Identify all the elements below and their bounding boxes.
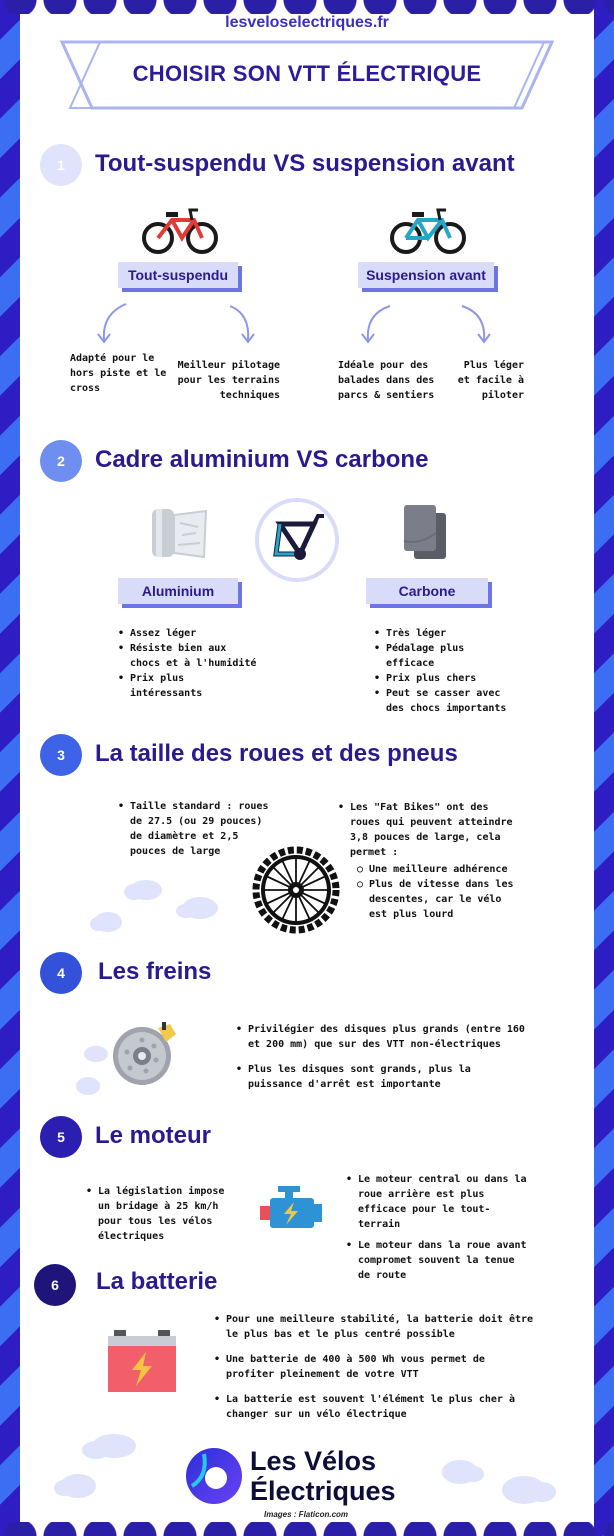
- battery-icon: [106, 1328, 178, 1394]
- label-full-suspension: Tout-suspendu: [118, 262, 238, 288]
- list-item: • Prix plus chers: [374, 671, 514, 686]
- carbon-sheet-icon: [400, 503, 450, 561]
- list-item: ○ Plus de vitesse dans les descentes, car le vélo est plus lourd: [357, 877, 517, 922]
- image-credit: Images : Flaticon.com: [264, 1510, 349, 1519]
- left-border: [0, 0, 20, 1536]
- banner-title: CHOISIR SON VTT ÉLECTRIQUE: [132, 61, 482, 86]
- aluminium-list: [118, 626, 258, 701]
- section-title: Cadre aluminium VS carbone: [95, 446, 429, 473]
- section-number: 1: [40, 144, 82, 186]
- list-item: • Le moteur dans la roue avant compromet souvent la tenue de route: [346, 1238, 528, 1283]
- list-item: • La batterie est souvent l'élément le plus cher à changer sur un vélo électrique: [214, 1392, 534, 1422]
- bottom-scallop-border: [0, 1522, 614, 1536]
- aluminium-foil-icon: [148, 505, 210, 561]
- list-item: • Le moteur central ou dans la roue arrière est plus efficace pour le tout-terrain: [346, 1172, 528, 1232]
- label-carbone: Carbone: [366, 578, 488, 604]
- cloud-decoration: [76, 1042, 126, 1102]
- list-item: • Résiste bien aux chocs et à l'humidité: [118, 641, 258, 671]
- list-item: • La législation impose un bridage à 25 km/h pour tous les vélos électriques: [86, 1184, 226, 1244]
- curved-arrows: [90, 300, 530, 348]
- motor-list: [346, 1172, 528, 1283]
- list-item: • Taille standard : roues de 27.5 (ou 29 pouces) de diamètre et 2,5 pouces de large: [118, 799, 280, 859]
- section-title: La batterie: [96, 1268, 218, 1295]
- section-number: 3: [40, 734, 82, 776]
- list-item: • Privilégier des disques plus grands (entre 160 et 200 mm) que sur des VTT non-électriques: [236, 1022, 526, 1052]
- section-title: Tout-suspendu VS suspension avant: [95, 150, 515, 177]
- front-suspension-bike-icon: [388, 206, 468, 256]
- section-title: Le moteur: [95, 1122, 212, 1149]
- battery-list: [214, 1312, 534, 1422]
- brakes-list: [236, 1022, 526, 1092]
- list-item: • Peut se casser avec des chocs importants: [374, 686, 514, 716]
- section-title: La taille des roues et des pneus: [95, 740, 458, 767]
- section-number: 6: [34, 1264, 76, 1306]
- bike-frame-icon: [252, 498, 342, 582]
- note-full-2: Meilleur pilotage pour les terrains techniques: [177, 360, 280, 401]
- clouds-decoration: [90, 878, 240, 938]
- list-item: • Une batterie de 400 à 500 Wh vous permet de profiter pleinement de votre VTT: [214, 1352, 534, 1382]
- brand-name-line2: Électriques: [250, 1476, 396, 1506]
- list-item: • Prix plus intéressants: [118, 671, 258, 701]
- label-front-suspension: Suspension avant: [358, 262, 494, 288]
- note-front-1: Idéale pour des balades dans des parcs & sentiers: [338, 360, 435, 401]
- site-url[interactable]: lesveloselectriques.fr: [225, 14, 389, 31]
- legislation-list: [86, 1184, 226, 1244]
- right-border: [594, 0, 614, 1536]
- note-full-1: Adapté pour le hors piste et le cross: [70, 353, 167, 394]
- section-number: 4: [40, 952, 82, 994]
- full-suspension-bike-icon: [140, 206, 220, 256]
- list-item: • Assez léger: [118, 626, 258, 641]
- list-item: ○ Une meilleure adhérence: [357, 862, 517, 877]
- section-number: 5: [40, 1116, 82, 1158]
- section-number: 2: [40, 440, 82, 482]
- note-front-2: Plus léger et facile à piloter: [457, 360, 524, 401]
- list-item: • Plus les disques sont grands, plus la puissance d'arrêt est importante: [236, 1062, 526, 1092]
- list-item: • Pédalage plus efficace: [374, 641, 514, 671]
- label-aluminium: Aluminium: [118, 578, 238, 604]
- list-item: • Très léger: [374, 626, 514, 641]
- wheel-icon: [252, 846, 340, 934]
- fatbike-list: [338, 800, 522, 860]
- fatbike-benefits-list: [357, 862, 517, 922]
- top-scallop-border: [0, 0, 614, 14]
- list-item: • Les "Fat Bikes" ont des roues qui peuvent atteindre 3,8 pouces de large, cela permet :: [338, 800, 522, 860]
- carbone-list: [374, 626, 514, 716]
- brand-name-line1: Les Vélos: [250, 1446, 377, 1476]
- list-item: • Pour une meilleure stabilité, la batterie doit être le plus bas et le plus centré possible: [214, 1312, 534, 1342]
- engine-icon: [256, 1184, 326, 1234]
- section-title: Les freins: [98, 958, 212, 985]
- brand-logo-icon: [184, 1446, 244, 1506]
